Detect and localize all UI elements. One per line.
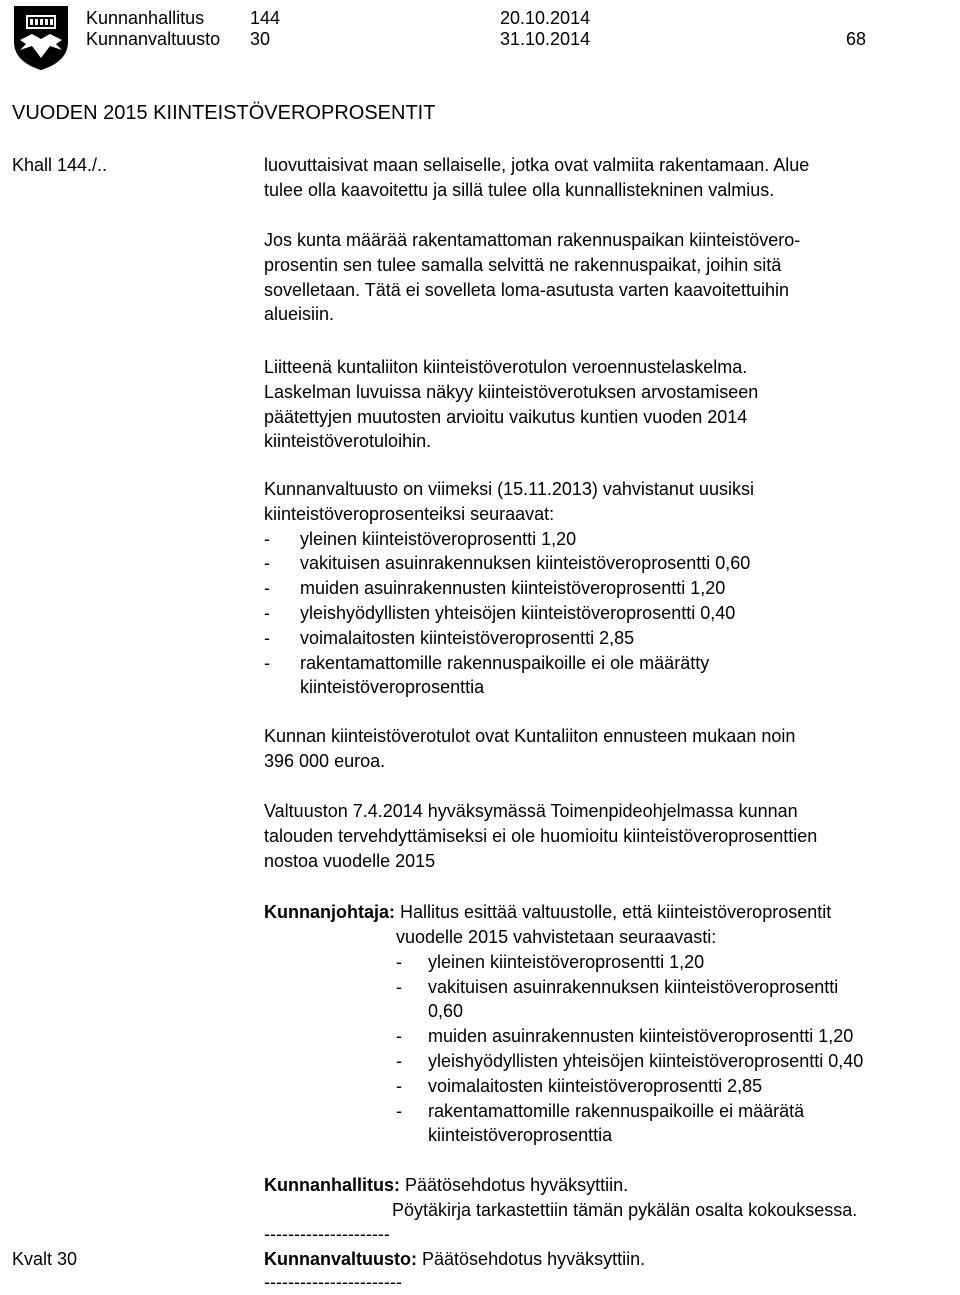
council-decision-text: Päätösehdotus hyväksyttiin. <box>422 1249 646 1269</box>
reference-kvalt: Kvalt 30 <box>12 1249 78 1269</box>
paragraph-line: Kunnan kiinteistöverotulot ovat Kuntaliiton ennusteen mukaan noin <box>264 726 796 746</box>
current-rate-item <box>264 651 954 676</box>
board-decision-text: Päätösehdotus hyväksyttiin. <box>405 1175 629 1195</box>
proposal-rate-item <box>396 975 956 1000</box>
current-rate-continuation <box>264 675 954 700</box>
proposal-line: vuodelle 2015 vahvistetaan seuraavasti: <box>396 927 717 947</box>
paragraph-line: Kunnanvaltuusto on viimeksi (15.11.2013) vahvistanut uusiksi <box>264 479 754 499</box>
paragraph-4 <box>264 477 954 700</box>
paragraph-line: Jos kunta määrää rakentamattoman rakennuspaikan kiinteistövero- <box>264 230 801 250</box>
proposal-rate-text: kiinteistöveroprosenttia <box>428 1125 613 1146</box>
coat-of-arms-icon <box>12 4 70 72</box>
paragraph-line: kiinteistöverotuloihin. <box>264 431 432 452</box>
current-rate-text: vakituisen asuinrakennuksen kiinteistöveroprosentti 0,60 <box>300 553 751 574</box>
list-dash: - <box>396 1075 402 1096</box>
current-rate-item <box>264 551 954 576</box>
reference-khall: Khall 144./.. <box>12 155 108 175</box>
paragraph-6 <box>264 799 954 873</box>
page-title: VUODEN 2015 KIINTEISTÖVEROPROSENTIT <box>12 102 436 124</box>
list-dash: - <box>396 1050 402 1071</box>
list-dash: - <box>396 976 402 997</box>
current-rate-text: rakentamattomille rakennuspaikoille ei ole määrätty <box>300 652 710 673</box>
list-dash: - <box>396 951 402 972</box>
current-rate-text: kiinteistöveroprosenttia <box>300 677 485 698</box>
current-rate-text: yleishyödyllisten yhteisöjen kiinteistöveroprosentti 0,40 <box>300 602 736 623</box>
current-rate-item <box>264 576 954 601</box>
list-dash: - <box>264 528 270 549</box>
proposal-label: Kunnanjohtaja: <box>264 902 395 922</box>
proposal-rate-text: vakituisen asuinrakennuksen kiinteistöveroprosentti <box>428 976 839 997</box>
list-dash: - <box>264 553 270 574</box>
paragraph-2 <box>264 228 954 327</box>
list-dash: - <box>264 652 270 673</box>
proposal-rate-text: yleishyödyllisten yhteisöjen kiinteistöveroprosentti 0,40 <box>428 1050 864 1071</box>
proposal-rate-item <box>396 1099 956 1124</box>
paragraph-line: tulee olla kaavoitettu ja sillä tulee olla kunnallistekninen valmius. <box>264 179 775 200</box>
proposal-rate-continuation <box>396 1123 956 1148</box>
board-decision <box>264 1173 628 1198</box>
council-decision <box>264 1247 645 1272</box>
paragraph-line: 396 000 euroa. <box>264 750 386 771</box>
paragraph-line: kiinteistöveroprosenteiksi seuraavat: <box>264 503 555 524</box>
list-dash: - <box>396 1026 402 1047</box>
paragraph-line: Valtuuston 7.4.2014 hyväksymässä Toimenpideohjelmassa kunnan <box>264 801 798 821</box>
proposal-rate-text: voimalaitosten kiinteistöveroprosentti 2,85 <box>428 1075 763 1096</box>
paragraph-line: Laskelman luvuissa näkyy kiinteistöverotuksen arvostamiseen <box>264 381 759 402</box>
separator-line: ----------------------- <box>264 1272 402 1292</box>
header-board-name: Kunnanhallitus <box>86 8 205 28</box>
board-decision-label: Kunnanhallitus: <box>264 1175 400 1195</box>
council-decision-label: Kunnanvaltuusto: <box>264 1249 417 1269</box>
proposal-rate-item <box>396 1024 956 1049</box>
paragraph-line: Liitteenä kuntaliiton kiinteistöverotulon veroennustelaskelma. <box>264 357 748 377</box>
header-council-name: Kunnanvaltuusto <box>86 29 221 49</box>
proposal-text: Hallitus esittää valtuustolle, että kiinteistöveroprosentit <box>400 902 832 922</box>
current-rate-item <box>264 601 954 626</box>
header-board-date: 20.10.2014 <box>500 8 591 28</box>
current-rate-item <box>264 626 954 651</box>
paragraph-line: päätettyjen muutosten arvioitu vaikutus kuntien vuoden 2014 <box>264 406 748 427</box>
list-dash: - <box>264 578 270 599</box>
list-dash: - <box>264 627 270 648</box>
proposal-rate-text: muiden asuinrakennusten kiinteistöveroprosentti 1,20 <box>428 1026 854 1047</box>
proposal-rate-item <box>396 1049 956 1074</box>
header-council-date: 31.10.2014 <box>500 29 591 49</box>
proposal-rate-item <box>396 1074 956 1099</box>
proposal-list <box>396 925 956 1148</box>
proposal-rate-item <box>396 950 956 975</box>
proposal-rate-continuation <box>396 999 956 1024</box>
paragraph-5 <box>264 724 954 774</box>
paragraph-line: luovuttaisivat maan sellaiselle, jotka ovat valmiita rakentamaan. Alue <box>264 155 810 175</box>
proposal-rate-text: rakentamattomille rakennuspaikoille ei määrätä <box>428 1100 805 1121</box>
header-council-section: 30 <box>250 29 271 49</box>
list-dash: - <box>396 1100 402 1121</box>
paragraph-line: prosentin sen tulee samalla selvittä ne rakennuspaikat, joihin sitä <box>264 254 782 275</box>
list-dash: - <box>264 602 270 623</box>
paragraph-line: alueisiin. <box>264 304 335 325</box>
proposal-rate-text: 0,60 <box>428 1001 464 1022</box>
proposal-rate-text: yleinen kiinteistöveroprosentti 1,20 <box>428 951 705 972</box>
header-board-section: 144 <box>250 8 281 28</box>
current-rate-text: voimalaitosten kiinteistöveroprosentti 2,85 <box>300 627 635 648</box>
paragraph-1 <box>264 153 954 203</box>
current-rate-item <box>264 527 954 552</box>
page-number: 68 <box>846 29 867 49</box>
paragraph-line: nostoa vuodelle 2015 <box>264 850 436 871</box>
proposal-heading <box>264 900 831 925</box>
paragraph-3 <box>264 355 954 454</box>
paragraph-line: sovelletaan. Tätä ei sovelleta loma-asutusta varten kaavoitettuihin <box>264 279 789 300</box>
current-rate-text: yleinen kiinteistöveroprosentti 1,20 <box>300 528 577 549</box>
current-rate-text: muiden asuinrakennusten kiinteistöveroprosentti 1,20 <box>300 578 726 599</box>
minutes-note: Pöytäkirja tarkastettiin tämän pykälän osalta kokouksessa. <box>392 1200 858 1220</box>
separator-line: --------------------- <box>264 1224 390 1244</box>
paragraph-line: talouden tervehdyttämiseksi ei ole huomioitu kiinteistöveroprosenttien <box>264 825 818 846</box>
